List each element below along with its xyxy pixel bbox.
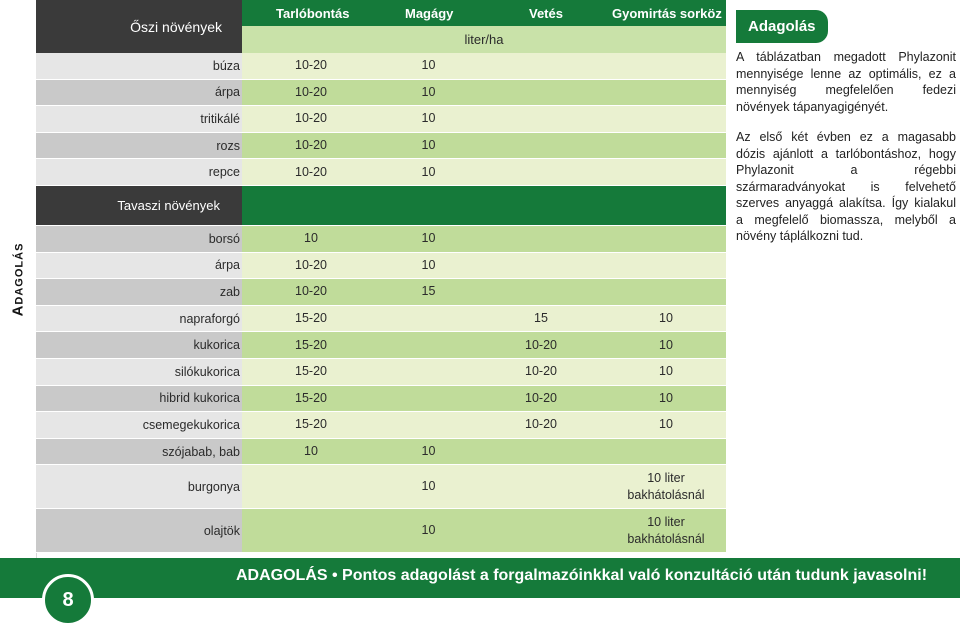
table-row bbox=[36, 465, 726, 509]
row-label: árpa bbox=[36, 80, 242, 106]
cell-magagy: 10 bbox=[421, 84, 436, 99]
cell-magagy: 10 bbox=[421, 444, 436, 459]
cell-vetes: 10-20 bbox=[525, 337, 557, 352]
cell-gyomirtas: 10 bbox=[659, 364, 673, 379]
cell-tarlobontas: 15-20 bbox=[295, 337, 327, 352]
table-row bbox=[36, 509, 726, 553]
table-row bbox=[36, 253, 726, 280]
cell-tarlobontas: 15-20 bbox=[295, 390, 327, 405]
row-label: zab bbox=[36, 279, 242, 305]
table-row bbox=[36, 80, 726, 107]
row-label: napraforgó bbox=[36, 306, 242, 332]
cell-magagy: 10 bbox=[421, 231, 436, 246]
cell-magagy: 10 bbox=[421, 164, 436, 179]
cell-magagy: 10 bbox=[421, 523, 436, 538]
row-label: szójabab, bab bbox=[36, 439, 242, 465]
footer bbox=[0, 558, 960, 627]
row-label: búza bbox=[36, 53, 242, 79]
table-row bbox=[36, 159, 726, 186]
row-label: csemegekukorica bbox=[36, 412, 242, 438]
table-body bbox=[36, 53, 726, 553]
side-title-text: Adagolás bbox=[9, 242, 27, 316]
row-label: borsó bbox=[36, 226, 242, 252]
cell-tarlobontas: 15-20 bbox=[295, 364, 327, 379]
cell-tarlobontas: 10-20 bbox=[295, 84, 327, 99]
table-column-header bbox=[242, 0, 726, 26]
cell-tarlobontas: 10-20 bbox=[295, 257, 327, 272]
column-header-gyomirtas: Gyomirtás sorköz bbox=[612, 6, 722, 21]
column-header-magagy: Magágy bbox=[405, 6, 454, 21]
cell-tarlobontas: 10 bbox=[304, 444, 318, 459]
table-group-header bbox=[36, 0, 242, 53]
row-label: olajtök bbox=[36, 509, 242, 552]
section-green-band bbox=[242, 186, 726, 225]
table-row bbox=[36, 53, 726, 80]
table-row bbox=[36, 332, 726, 359]
cell-magagy: 10 bbox=[421, 479, 436, 494]
table-row bbox=[36, 106, 726, 133]
section-label: Tavaszi növények bbox=[36, 186, 242, 225]
cell-vetes: 15 bbox=[534, 311, 548, 326]
table-row bbox=[36, 386, 726, 413]
cell-gyomirtas: 10 bbox=[659, 337, 673, 352]
table-row bbox=[36, 439, 726, 466]
row-label: rozs bbox=[36, 133, 242, 159]
cell-gyomirtas: 10 liter bakhátolásnál bbox=[627, 514, 705, 546]
panel-paragraph-2: Az első két évben ez a magasabb dózis ajánlott a tarlóbontáshoz, hogy Phylazonit a régebbi szármaradványokat is felvehető szerves anyaggá alakítsa. Így kialakul a megfelelő biomassza, melyből a növény táplálkozni tud. bbox=[736, 130, 956, 243]
row-label: burgonya bbox=[36, 465, 242, 508]
panel-paragraph-1: A táblázatban megadott Phylazonit mennyisége lenne az optimális, ez a mennyiség megfelelően fedezi növények tápanyagigényét. bbox=[736, 50, 956, 114]
unit-row bbox=[242, 26, 726, 53]
dosage-info-panel bbox=[736, 10, 956, 245]
page-number: 8 bbox=[42, 574, 94, 626]
row-label: silókukorica bbox=[36, 359, 242, 385]
cell-tarlobontas: 10-20 bbox=[295, 284, 327, 299]
row-label: árpa bbox=[36, 253, 242, 279]
cell-gyomirtas: 10 bbox=[659, 390, 673, 405]
cell-magagy: 10 bbox=[421, 138, 436, 153]
cell-vetes: 10-20 bbox=[525, 390, 557, 405]
cell-magagy: 15 bbox=[421, 284, 436, 299]
cell-tarlobontas: 10 bbox=[304, 231, 318, 246]
table-row bbox=[36, 279, 726, 306]
cell-gyomirtas: 10 liter bakhátolásnál bbox=[627, 470, 705, 502]
row-label: tritikálé bbox=[36, 106, 242, 132]
cell-tarlobontas: 10-20 bbox=[295, 111, 327, 126]
cell-tarlobontas: 10-20 bbox=[295, 164, 327, 179]
table-row bbox=[36, 133, 726, 160]
section-header-spring bbox=[36, 186, 726, 226]
column-header-vetes: Vetés bbox=[529, 6, 563, 21]
cell-vetes: 10-20 bbox=[525, 417, 557, 432]
table-row bbox=[36, 226, 726, 253]
cell-vetes: 10-20 bbox=[525, 364, 557, 379]
group-label: Őszi növények bbox=[130, 18, 222, 35]
cell-tarlobontas: 10-20 bbox=[295, 138, 327, 153]
table-row bbox=[36, 359, 726, 386]
row-label: kukorica bbox=[36, 332, 242, 358]
dosage-table bbox=[36, 0, 726, 558]
row-label: hibrid kukorica bbox=[36, 386, 242, 412]
table-row bbox=[36, 306, 726, 333]
footer-text: ADAGOLÁS • Pontos adagolást a forgalmazóinkkal való konzultáció után tudunk javasolni! bbox=[236, 567, 928, 584]
cell-tarlobontas: 10-20 bbox=[295, 58, 327, 73]
column-header-tarlobontas: Tarlóbontás bbox=[276, 6, 350, 21]
row-label: repce bbox=[36, 159, 242, 185]
cell-magagy: 10 bbox=[421, 111, 436, 126]
panel-title: Adagolás bbox=[736, 10, 828, 43]
cell-gyomirtas: 10 bbox=[659, 311, 673, 326]
cell-tarlobontas: 15-20 bbox=[295, 417, 327, 432]
cell-magagy: 10 bbox=[421, 58, 436, 73]
side-title bbox=[0, 0, 36, 558]
cell-tarlobontas: 15-20 bbox=[295, 311, 327, 326]
unit-label: liter/ha bbox=[464, 32, 504, 47]
table-row bbox=[36, 412, 726, 439]
cell-gyomirtas: 10 bbox=[659, 417, 673, 432]
footer-bar bbox=[0, 558, 960, 598]
cell-magagy: 10 bbox=[421, 257, 436, 272]
